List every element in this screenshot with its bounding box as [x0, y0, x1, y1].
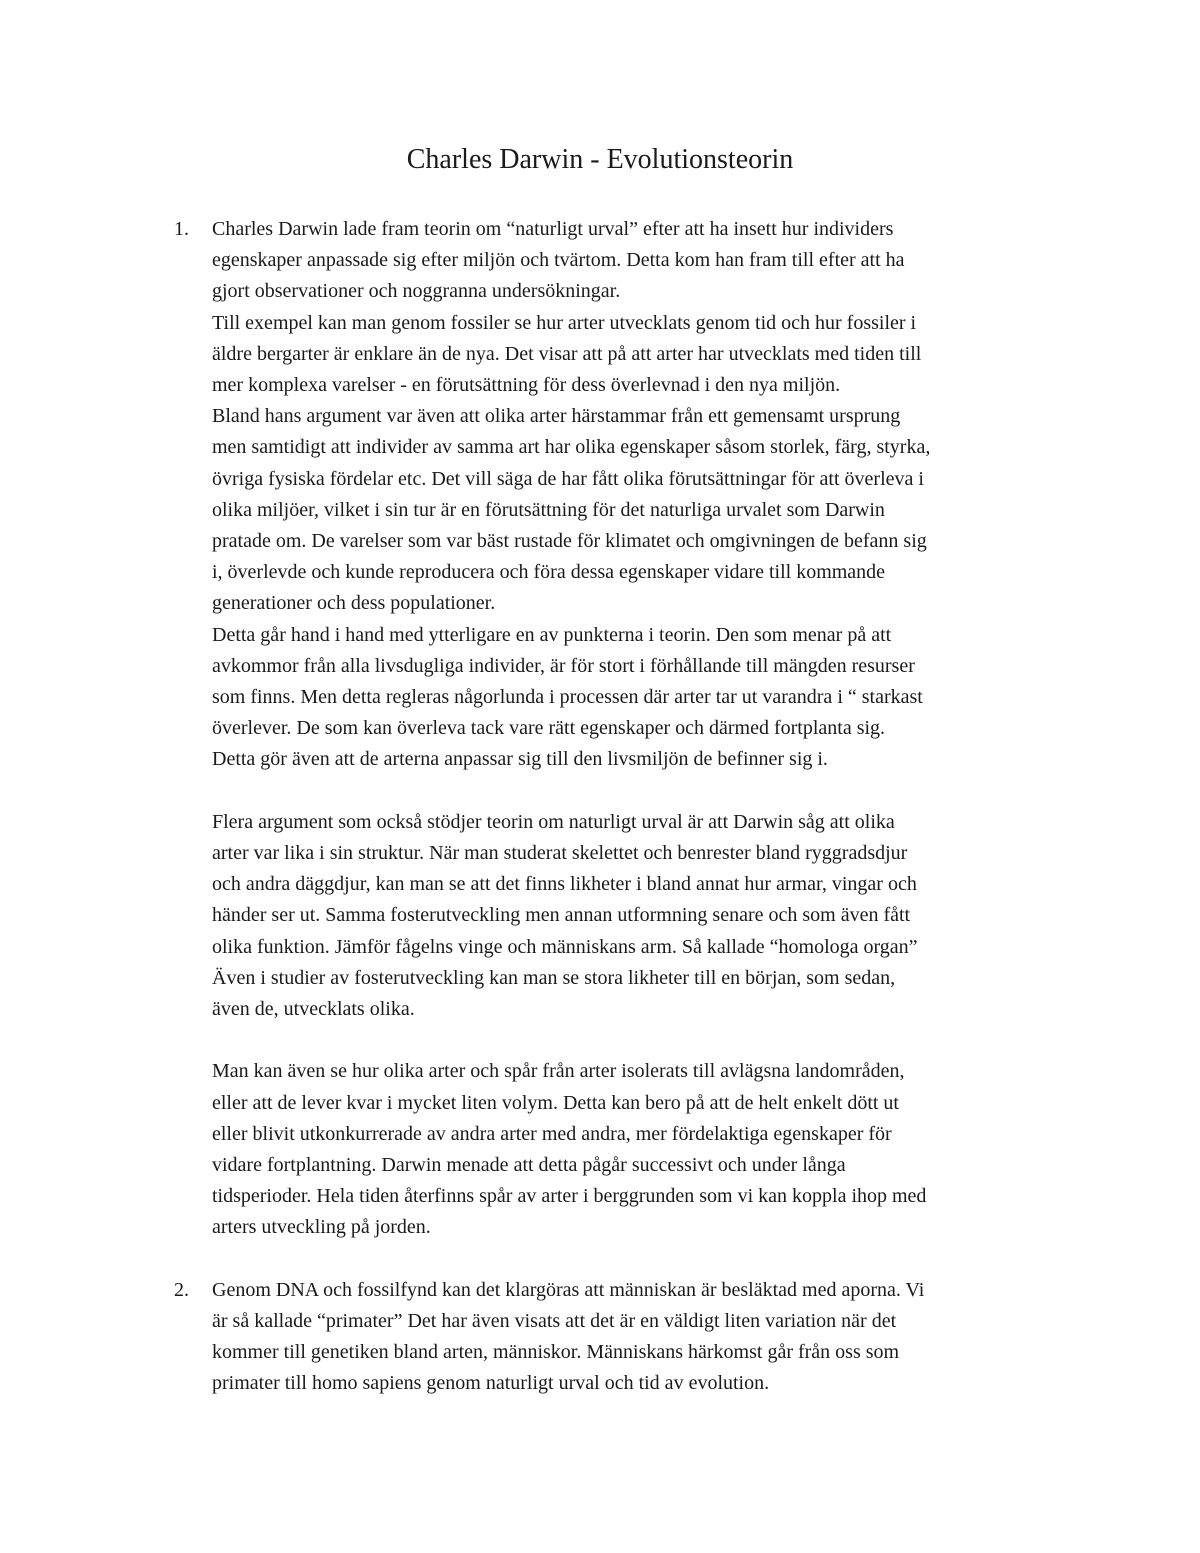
list-item	[174, 214, 1057, 1244]
list-item-number: 2.	[174, 1278, 189, 1301]
paragraph: Man kan även se hur olika arter och spår från arter isolerats till avlägsna landområden, eller att de lever kvar i mycket liten volym. Detta kan bero på att de helt enkelt dött ut eller blivit utkonkurrerade av andra arter med andra, mer fördelaktiga egenskaper för vidare fortplantning. Darwin menade att detta pågår successivt och under långa tidsperioder. Hela tiden återfinns spår av arter i berggrunden som vi kan koppla ihop med arters utveckling på jorden.	[212, 1060, 927, 1239]
paragraph: Charles Darwin lade fram teorin om “naturligt urval” efter att ha insett hur individers egenskaper anpassade sig efter miljön och tvärtom. Detta kom han fram till efter att ha gjort observationer och noggranna undersökningar.	[212, 218, 905, 303]
paragraph-spacer	[212, 1025, 1057, 1056]
paragraph: Detta går hand i hand med ytterligare en av punkterna i teorin. Den som menar på att avkommor från alla livsdugliga individer, är för stort i förhållande till mängden resurser som finns. Men detta regleras någorlunda i processen där arter tar ut varandra i “ starkast överlever. De som kan överleva tack vare rätt egenskaper och därmed fortplanta sig. Detta gör även att de arterna anpassar sig till den livsmiljön de befinner sig i.	[212, 623, 923, 771]
numbered-list	[174, 214, 1057, 1400]
paragraph: Flera argument som också stödjer teorin om naturligt urval är att Darwin såg att olika arter var lika i sin struktur. När man studerat skelettet och benrester bland ryggradsdjur och andra däggdjur, kan man se att det finns likheter i bland annat hur armar, vingar och händer ser ut. Samma fosterutveckling men annan utformning senare och som även fått olika funktion. Jämför fågelns vinge och människans arm. Så kallade “homologa organ” Även i studier av fosterutveckling kan man se stora likheter till en början, som sedan, även de, utvecklats olika.	[212, 810, 918, 1021]
paragraph-spacer	[212, 776, 1057, 807]
paragraph: Genom DNA och fossilfynd kan det klargöras att människan är besläktad med aporna. Vi är så kallade “primater” Det har även visats att det är en väldigt liten variation när det kommer till genetiken bland arten, människor. Människans härkomst går från oss som primater till homo sapiens genom naturligt urval och tid av evolution.	[212, 1278, 925, 1395]
document-title: Charles Darwin - Evolutionsteorin	[406, 144, 794, 175]
list-item-number: 1.	[174, 218, 189, 240]
paragraph: Bland hans argument var även att olika arter härstammar från ett gemensamt ursprung men samtidigt att individer av samma art har olika egenskaper såsom storlek, färg, styrka, övriga fysiska fördelar etc. Det vill säga de har fått olika förutsättningar för att överleva i olika miljöer, vilket i sin tur är en förutsättning för det naturliga urvalet som Darwin pratade om. De varelser som var bäst rustade för klimatet och omgivningen de befann sig i, överlevde och kunde reproducera och föra dessa egenskaper vidare till kommande generationer och dess populationer.	[212, 405, 931, 615]
paragraph: Till exempel kan man genom fossiler se hur arter utvecklats genom tid och hur fossiler i äldre bergarter är enklare än de nya. Det visar att på att arter har utvecklats med tiden till mer komplexa varelser - en förutsättning för dess överlevnad i den nya miljön.	[212, 311, 922, 397]
list-item	[174, 1275, 1057, 1400]
